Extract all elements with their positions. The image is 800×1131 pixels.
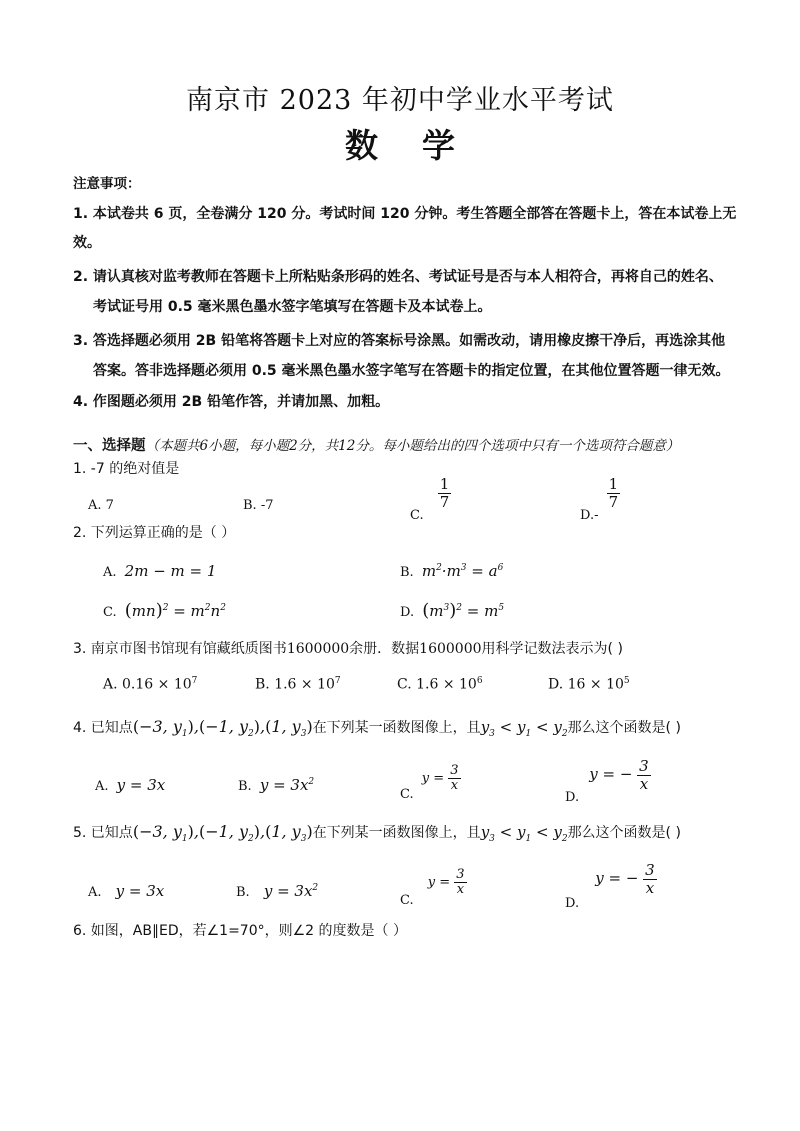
q5-option-a-expr: y = 3x [115, 882, 165, 900]
note-1-line-1: 1. 本试卷共 6 页，全卷满分 120 分。考试时间 120 分钟。考生答题全部答在答题卡上，答在本试卷上无 [73, 206, 737, 222]
fraction-denominator: 7 [439, 492, 450, 511]
q4-option-b-label: B. [238, 779, 252, 794]
q4-option-c [400, 763, 461, 803]
q4-option-c-label: C. [400, 787, 414, 803]
note-2-line-2: 考试证号用 0.5 毫米黑色墨水签字笔填写在答题卡及本试卷上。 [93, 299, 492, 315]
q3-option-c-exponent: 6 [476, 676, 483, 686]
q4-option-d [565, 757, 651, 805]
subject-title: 数学 [345, 126, 499, 165]
q4-option-a-label: A. [95, 779, 109, 794]
q3-option-a-value: 0.16 × 10 [122, 676, 192, 693]
q1-stem: 1. -7 的绝对值是 [73, 461, 180, 477]
q2-option-b [400, 562, 503, 580]
q1-option-d-fraction [607, 476, 621, 510]
q1-option-d [580, 475, 620, 523]
q5-option-d-label: D. [565, 896, 580, 911]
fraction-numerator: 1 [439, 475, 450, 493]
q3-option-c-value: 1.6 × 10 [416, 676, 477, 693]
q3-option-c [397, 676, 483, 693]
q3-stem-post: 用科学记数法表示为( ) [481, 641, 623, 657]
q3-option-d-exponent: 5 [623, 676, 630, 686]
q5-option-c [400, 867, 467, 909]
fraction-denominator: 7 [608, 492, 619, 511]
q4-option-b [238, 776, 314, 794]
q3-option-a [103, 676, 197, 693]
q5-option-a-label: A. [88, 885, 102, 900]
q3-option-b-exponent: 7 [334, 676, 341, 686]
q2-option-d [400, 600, 504, 621]
q5-option-c-label: C. [400, 893, 414, 909]
note-2-line-1: 2. 请认真核对监考教师在答题卡上所粘贴条形码的姓名、考试证号是否与本人相符合，再将自己的姓名、 [73, 269, 723, 285]
note-3-line-2: 答案。答非选择题必须用 0.5 毫米黑色墨水签字笔写在答题卡的指定位置，在其他位置答题一律无效。 [93, 363, 730, 379]
q5-stem [73, 822, 681, 844]
q3-option-b-label: B. [255, 676, 270, 693]
q2-option-d-expr: $(m^3)^2 = m^5$ [422, 600, 505, 621]
notes-heading: 注意事项： [73, 176, 141, 192]
q2-option-c [103, 600, 226, 621]
q3-option-d-label: D. [548, 676, 564, 693]
q3-option-b [255, 676, 341, 693]
q4-points: (−3, $y_1),(-1$, $y_2),(1$, $y_3$) [132, 717, 313, 740]
q5-inequality: $y_3 < y_1 < y_2$ [480, 823, 568, 844]
q6-stem: 6. 如图，AB∥ED，若∠1=70°，则∠2 的度数是（ ） [73, 923, 407, 939]
section-heading [73, 434, 679, 455]
q2-option-b-label: B. [400, 565, 414, 580]
q5-option-b-expr: $y = 3x^2$ [263, 882, 319, 900]
q2-option-a [103, 562, 216, 580]
q5-option-b-label: B. [236, 885, 250, 900]
note-4: 4. 作图题必须用 2B 铅笔作答，并请加黑、加粗。 [73, 394, 390, 410]
q5-option-c-expr: y = $\frac{3}{x}$ [427, 867, 465, 898]
q5-stem-mid: 在下列某一函数图像上，且 [312, 825, 481, 841]
q3-option-d [548, 676, 630, 693]
q2-option-c-expr: $(mn)^2 = m^2n^2$ [124, 600, 226, 621]
q1-option-a: A. 7 [88, 498, 114, 513]
q2-option-c-label: C. [103, 605, 117, 620]
q4-option-d-expr: y = − $\frac{3}{x}$ [589, 757, 649, 793]
section-title: 一、选择题 [73, 438, 146, 454]
q4-stem-post: 那么这个函数是( ) [567, 720, 681, 736]
q2-option-b-expr: $m^2\cdot m^3 = a^6$ [421, 562, 504, 580]
q2-option-a-label: A. [103, 565, 117, 580]
exam-title: 南京市 2023 年初中学业水平考试 [186, 85, 614, 116]
q4-option-d-label: D. [565, 790, 580, 805]
q5-option-b [236, 882, 318, 900]
q4-inequality: $y_3 < y_1 < y_2$ [480, 718, 568, 739]
q5-points: (−3, $y_1),(-1$, $y_2),(1$, $y_3$) [132, 822, 313, 845]
q3-stem-pre: 3. 南京市图书馆现有馆藏纸质图书 [73, 641, 287, 657]
fraction-numerator: 1 [608, 475, 619, 493]
q4-option-c-expr: y = $\frac{3}{x}$ [421, 763, 459, 794]
q3-option-d-value: 16 × 10 [567, 676, 624, 693]
q3-option-a-label: A. [103, 676, 118, 693]
q1-option-b: B. -7 [243, 498, 274, 513]
q4-stem [73, 717, 681, 739]
q4-option-a [95, 776, 165, 794]
section-desc: （本题共6小题，每小题2分，共12分。每小题给出的四个选项中只有一个选项符合题意） [145, 438, 680, 454]
q1-option-c-fraction [438, 476, 452, 510]
q5-stem-pre: 5. 已知点 [73, 825, 133, 841]
q3-option-c-label: C. [397, 676, 412, 693]
q5-option-a [88, 882, 164, 900]
q5-option-d [565, 861, 657, 911]
q4-stem-pre: 4. 已知点 [73, 720, 133, 736]
note-3-line-1: 3. 答选择题必须用 2B 铅笔将答题卡上对应的答案标号涂黑。如需改动，请用橡皮擦干净后，再选涂其他 [73, 333, 726, 349]
q1-option-c [410, 475, 451, 523]
note-1-line-2: 效。 [73, 235, 101, 251]
q2-option-d-label: D. [400, 605, 415, 620]
q3-stem-mid: 余册．数据 [349, 641, 420, 657]
q3-option-a-exponent: 7 [191, 676, 198, 686]
q4-stem-mid: 在下列某一函数图像上，且 [312, 720, 481, 736]
q4-option-b-expr: $y = 3x^2$ [259, 776, 315, 794]
q5-option-d-expr: y = − $\frac{3}{x}$ [595, 861, 655, 897]
q3-option-b-value: 1.6 × 10 [274, 676, 335, 693]
q5-stem-post: 那么这个函数是( ) [567, 825, 681, 841]
q2-stem: 2. 下列运算正确的是（ ） [73, 525, 236, 541]
q3-number-2: 1600000 [419, 641, 482, 657]
q3-stem [73, 638, 623, 658]
q3-number-1: 1600000 [286, 641, 350, 657]
q1-option-d-label: D.- [580, 507, 599, 523]
q4-option-a-expr: y = 3x [116, 776, 166, 794]
q2-option-a-expr: 2m − m = 1 [124, 562, 217, 580]
q1-option-c-label: C. [410, 507, 424, 523]
